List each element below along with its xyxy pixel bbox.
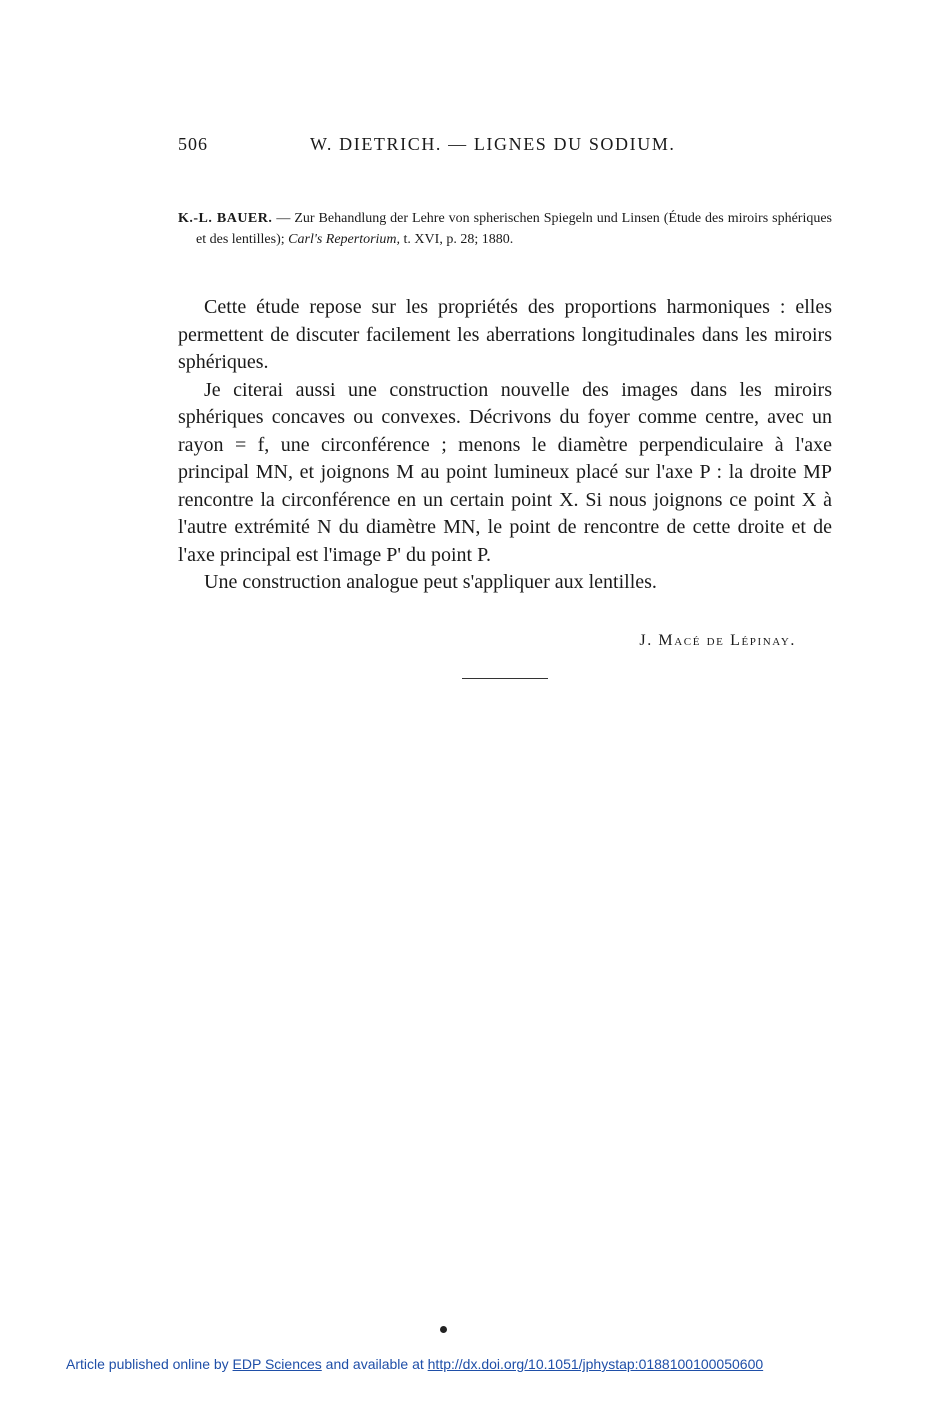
article-body: [178, 294, 832, 597]
author-signature: J. Macé de Lépinay.: [639, 632, 796, 649]
paragraph-1: Cette étude repose sur les propriétés des proportions harmoniques : elles permettent de discuter facilement les aberrations longitudinales dans les miroirs sphériques.: [178, 296, 832, 373]
section-divider: [462, 678, 548, 679]
publication-footer: [66, 1356, 866, 1372]
footer-middle: and available at: [321, 1356, 428, 1372]
reference-entry: [178, 208, 832, 250]
page-mark-dot: [440, 1326, 447, 1333]
footer-prefix: Article published online by: [66, 1356, 233, 1372]
page-header: [178, 134, 830, 160]
publisher-link[interactable]: EDP Sciences: [232, 1356, 322, 1372]
paragraph-3: Une construction analogue peut s'appliquer aux lentilles.: [204, 571, 657, 593]
reference-details: t. XVI, p. 28; 1880.: [400, 232, 514, 247]
reference-author: K.-L. BAUER.: [178, 211, 273, 226]
reference-title: — Zur Behandlung der Lehre von spherischen Spiegeln und Linsen (Étude des miroirs sphériques et des lentilles);: [196, 211, 832, 247]
bibliographic-reference: [178, 208, 832, 250]
running-title: W. DIETRICH. — LIGNES DU SODIUM.: [310, 134, 676, 154]
paragraph-2: Je citerai aussi une construction nouvelle des images dans les miroirs sphériques concaves ou convexes. Décrivons du foyer comme centre, avec un rayon = f, une circonférence ; menons le diamètre perpendiculaire à l'axe principal MN, et joignons M au point lumineux placé sur l'axe P : la droite MP rencontre la circonférence en un certain point X. Si nous joignons ce point X à l'autre extrémité N du diamètre MN, le point de rencontre de cette droite et de l'axe principal est l'image P' du point P.: [178, 378, 832, 566]
page-number: 506: [178, 134, 208, 154]
reference-journal: Carl's Repertorium,: [288, 232, 401, 247]
doi-link[interactable]: http://dx.doi.org/10.1051/jphystap:0188100100050600: [427, 1356, 764, 1372]
